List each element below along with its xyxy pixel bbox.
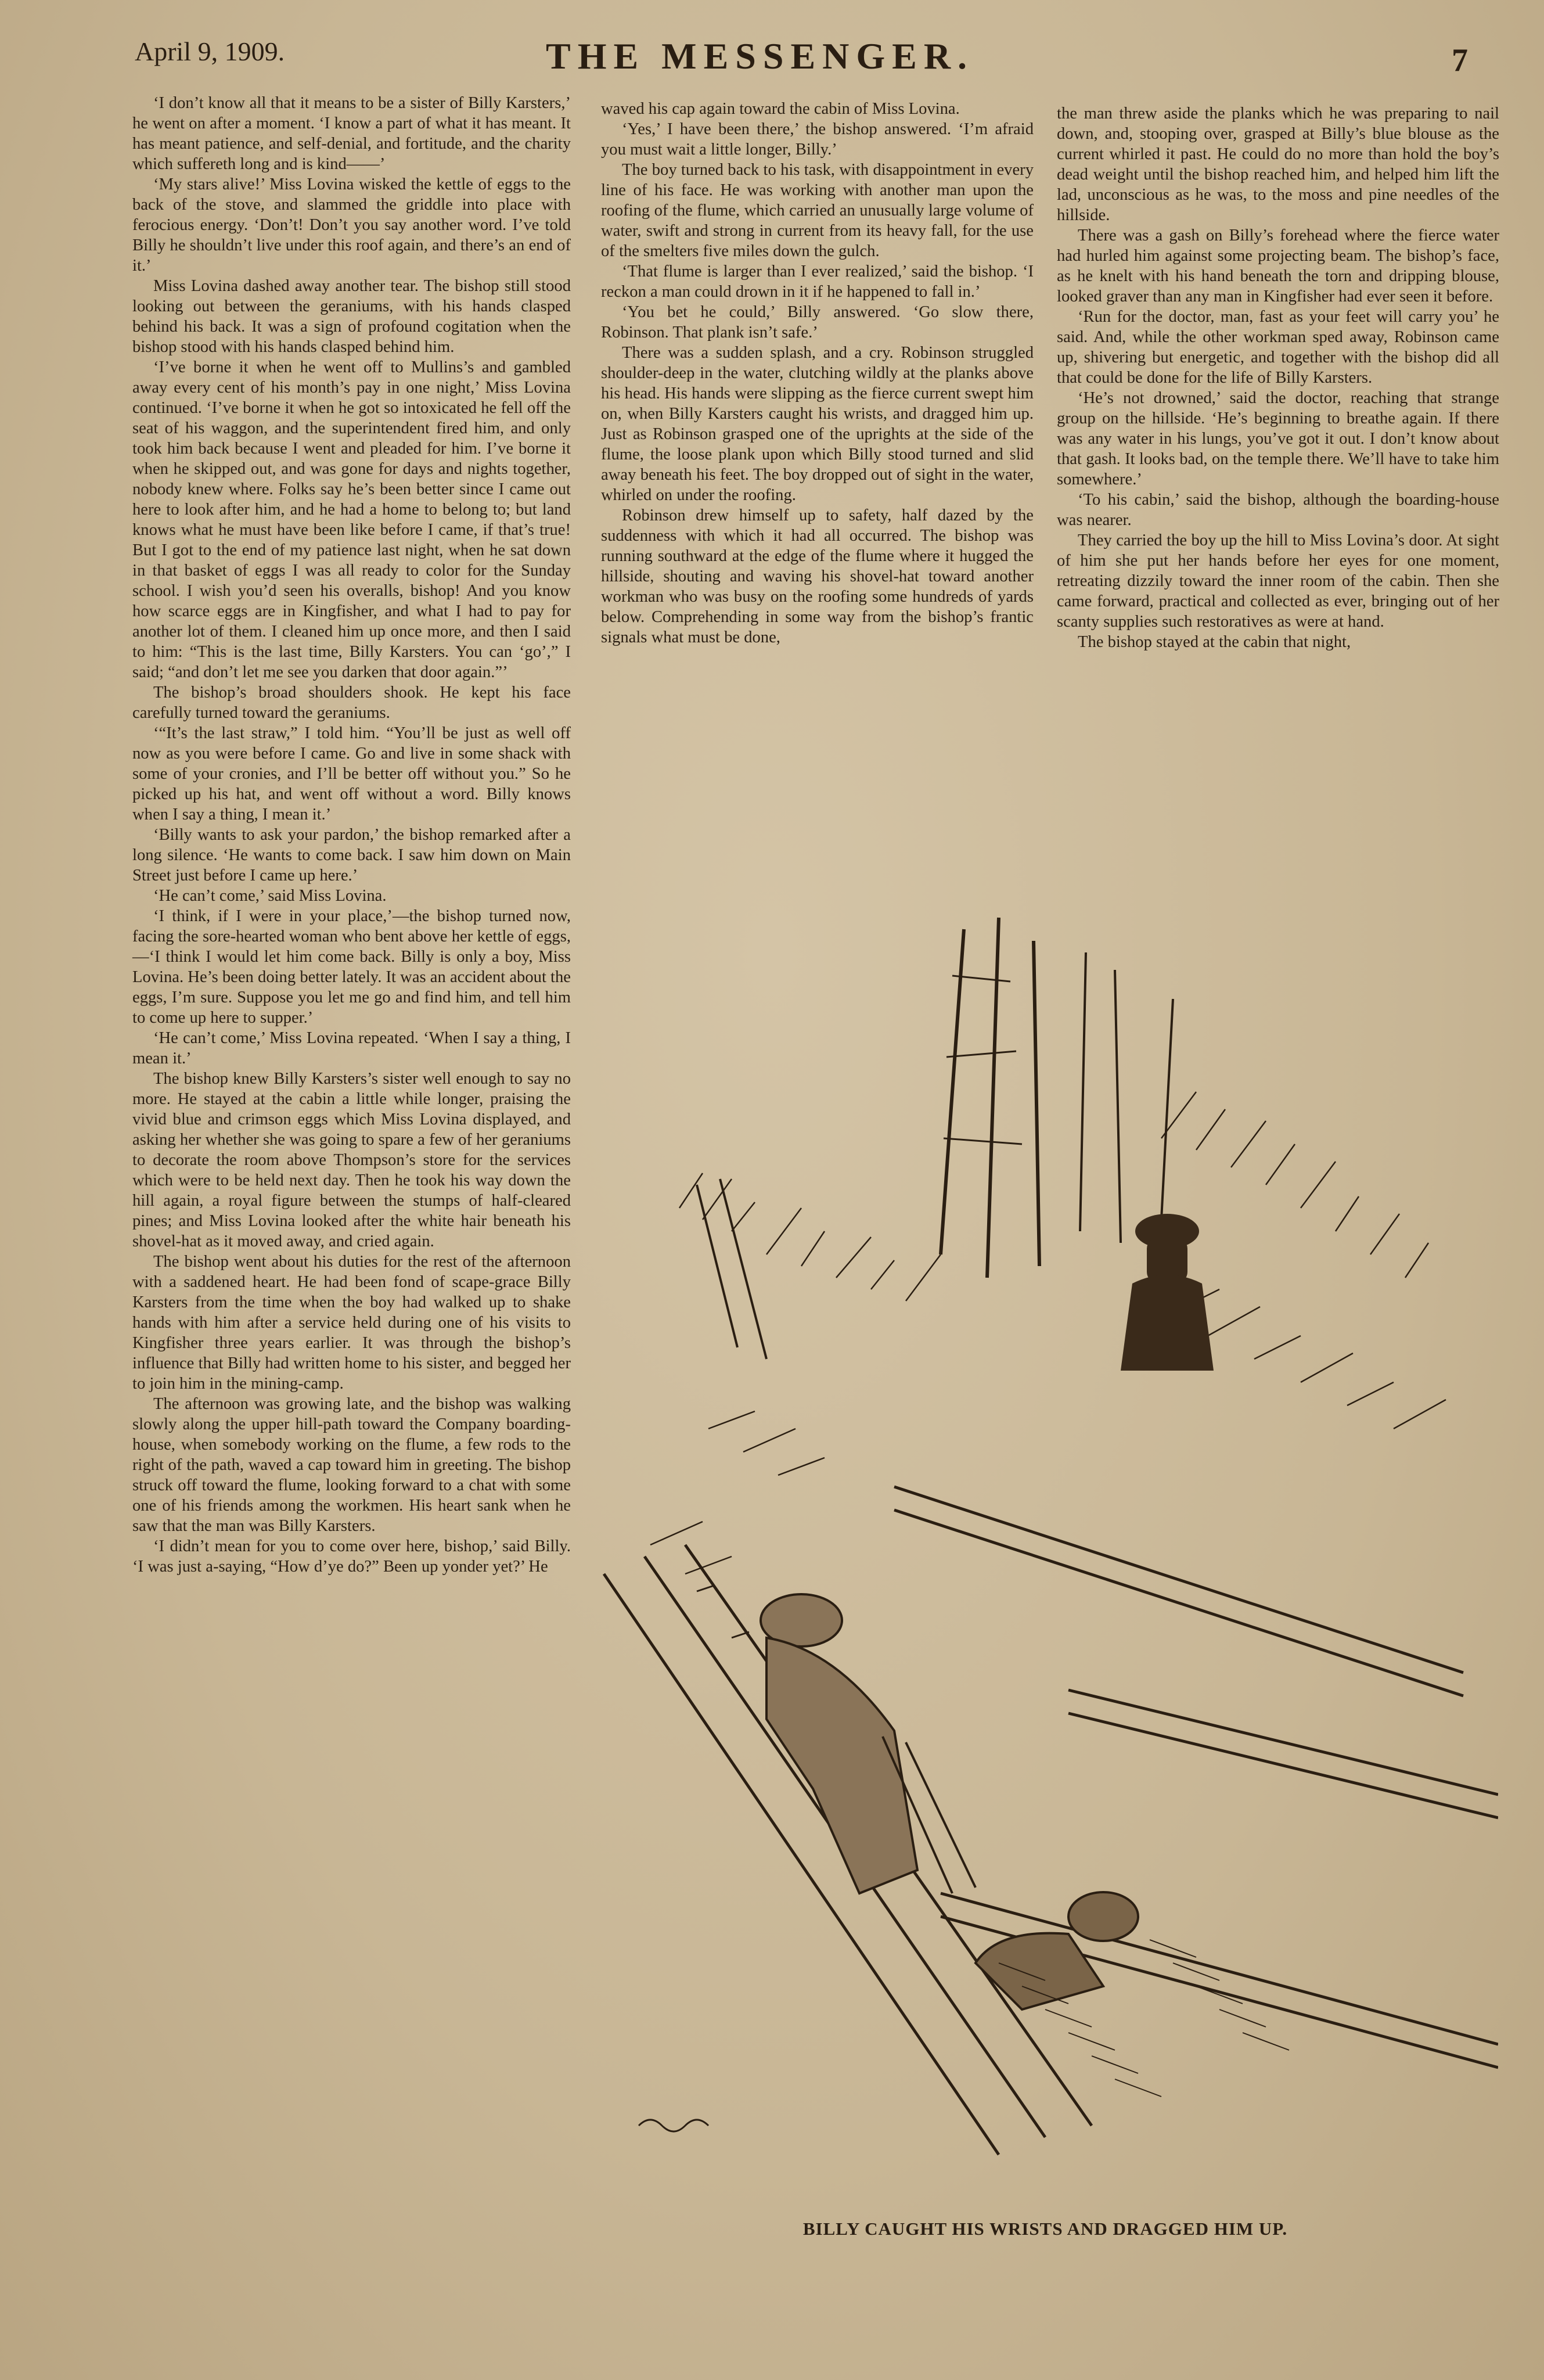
paragraph: ‘He can’t come,’ Miss Lovina repeated. ‘When I say a thing, I mean it.’ [132,1029,571,1067]
paragraph: ‘I’ve borne it when he went off to Mullins’s and gambled away every cent of his month’s pay in one night,’ Miss Lovina continued. ‘I’ve borne it when he got so intoxicated he fell off the seat of his waggon, and the superintendent fired him, and only took him back because I went and pleaded for him. I’ve borne it when he skipped out, and was gone for days and nights together, nobody knew where. Folks say he’s been better since I came out here to look after him, and he had a home to belong to; but land knows what he must have been like before I came, if that’s true! But I got to the end of my patience last night, when he sat down in that basket of eggs I was all ready to color for the Sunday school. I wish you’d seen his overalls, bishop! And you know how scarce eggs are in Kingfisher, and what I had to pay for another lot of them. I cleaned him up once more, and then I said to him: “This is the last time, Billy Karsters. You can ‘go’,” I said; “and don’t let me see you darken that door again.”’ [132,358,571,681]
paragraph: ‘I don’t know all that it means to be a sister of Billy Karsters,’ he went on after a moment. ‘I know a part of what it has meant. It has meant patience, and self-denial, and fortitude, and the charity which suffereth long and is kind——’ [132,94,571,173]
paragraph: ‘To his cabin,’ said the bishop, although the boarding-house was nearer. [1057,491,1499,529]
paragraph: Robinson drew himself up to safety, half dazed by the suddenness with which it had all occurred. The bishop was running southward at the edge of the flume where it hugged the hillside, shouting and waving his shovel-hat toward another workman who was busy on the roofing some hundreds of yards below. Comprehending in some way from the bishop’s frantic signals what must be done, [601,506,1034,646]
paragraph: the man threw aside the planks which he was preparing to nail down, and, stooping over, grasped at Billy’s blue blouse as the current whirled it past. He could do no more than hold the boy’s dead weight until the bishop reached him, and helped him lift the lad, unconscious as he was, to the moss and pine needles of the hillside. [1057,105,1499,224]
tree-stumps [697,918,1173,1359]
issue-date: April 9, 1909. [135,37,285,66]
paragraph: ‘Yes,’ I have been there,’ the bishop answered. ‘I’m afraid you must wait a little longer, Billy.’ [601,120,1034,159]
paragraph: Miss Lovina dashed away another tear. The bishop still stood looking out between the geraniums, with his hands clasped behind his back. It was a sign of profound cogitation when the bishop stood with his hands clasped behind him. [132,277,571,356]
billy-figure [761,1594,976,1893]
paragraph: ‘He can’t come,’ said Miss Lovina. [153,887,387,905]
paragraph: ‘He’s not drowned,’ said the doctor, reaching that strange group on the hillside. ‘He’s beginning to breathe again. If there was any water in his lungs, you’ve got it out. I don’t know about that gash. It looks bad, on the temple there. We’ll have to take him somewhere.’ [1057,389,1499,488]
paragraph: There was a sudden splash, and a cry. Robinson struggled shoulder-deep in the water, clutching wildly at the planks above his head. His hands were slipping as the fierce current swept him on, when Billy Karsters caught his wrists, and dragged him up. Just as Robinson grasped one of the uprights at the side of the flume, the loose plank upon which Billy stood turned and slid away beneath his feet. The boy dropped out of sight in the water, whirled on under the roofing. [601,344,1034,504]
paragraph: waved his cap again toward the cabin of Miss Lovina. [601,100,960,118]
paragraph: ‘“It’s the last straw,” I told him. “You’ll be just as well off now as you were before I came. Go and live in some shack with some of your cronies, and I’ll be better off without you.” So he picked up his hat, and went off without a word. Billy knows when I say a thing, I mean it.’ [132,724,571,824]
paragraph: The bishop stayed at the cabin that night, [1078,633,1351,651]
illustration-caption: BILLY CAUGHT HIS WRISTS AND DRAGGED HIM UP. [802,2219,1288,2239]
paragraph: The boy turned back to his task, with disappointment in every line of his face. He was working with another man upon the roofing of the flume, which carried an unusually large volume of water, swift and strong in current from its heavy fall, for the use of the smelters five miles down the gulch. [601,161,1034,260]
paragraph: The bishop went about his duties for the rest of the afternoon with a saddened heart. He had been fond of scape-grace Billy Karsters from the time when the boy had walked up to shake hands with him after a service held during one of his visits to Kingfisher three years earlier. It was through the bishop’s influence that Billy had written home to his sister, and begged her to join him in the mining-camp. [132,1253,571,1393]
paragraph: The bishop’s broad shoulders shook. He kept his face carefully turned toward the geraniums. [132,684,571,722]
bishop-figure [1121,1214,1214,1371]
page-number: 7 [1452,42,1468,78]
paragraph: They carried the boy up the hill to Miss Lovina’s door. At sight of him she put her hands before her eyes for one moment, retreating dizzily toward the inner room of the cabin. Then she came forward, practical and collected as ever, bringing out of her scanty supplies such restoratives as were at hand. [1057,531,1499,631]
paragraph: ‘My stars alive!’ Miss Lovina wisked the kettle of eggs to the back of the stove, and slammed the griddle into place with ferocious energy. ‘Don’t! Don’t you say another word. I’ve told Billy he shouldn’t live under this roof again, and there’s an end of it.’ [132,175,571,275]
page-header [0,0,1544,99]
flume-planks [604,1487,1498,2155]
paragraph: ‘I didn’t mean for you to come over here, bishop,’ said Billy. ‘I was just a-saying, “How d’ye do?” Been up yonder yet?’ He [132,1537,571,1576]
masthead-title: THE MESSENGER. [546,35,974,77]
paragraph: The afternoon was growing late, and the bishop was walking slowly along the upper hill-path toward the Company boarding-house, when somebody working on the flume, a few rods to the right of the path, waved a cap toward him in greeting. The bishop struck off toward the flume, looking forward to a chat with some one of his friends among the workmen. His heart sank when he saw that the man was Billy Karsters. [132,1395,571,1535]
artist-signature-mark [639,2120,708,2131]
paragraph: The bishop knew Billy Karsters’s sister well enough to say no more. He stayed at the cabin a little while longer, praising the vivid blue and crimson eggs which Miss Lovina displayed, and asking her whether she was going to spare a few of her geraniums to decorate the room above Thompson’s store for the services which were to be held next day. Then he took his way down the hill again, a royal figure between the stumps of half-cleared pines; and Miss Lovina looked after the white hair beneath his shovel-hat as it moved away, and cried again. [132,1070,571,1250]
paragraph: ‘Billy wants to ask your pardon,’ the bishop remarked after a long silence. ‘He wants to come back. I saw him down on Main Street just before I came up here.’ [132,826,571,885]
text-column-3 [1057,103,1499,652]
text-column-2 [601,99,1034,648]
paragraph: ‘That flume is larger than I ever realized,’ said the bishop. ‘I reckon a man could drown in it if he happened to fall in.’ [601,263,1034,301]
paragraph: ‘I think, if I were in your place,’—the bishop turned now, facing the sore-hearted woman who bent above her kettle of eggs,—‘I think I would let him come back. Billy is only a boy, Miss Lovina. He’s been doing better lately. It was an accident about the eggs, I’m sure. Suppose you let me go and find him, and tell him to come up here to supper.’ [132,907,571,1027]
paragraph: ‘Run for the doctor, man, fast as your feet will carry you’ he said. And, while the other workman sped away, Robinson came up, shivering but energetic, and together with the bishop did all that could be done for the life of Billy Karsters. [1057,308,1499,387]
flume-rescue-illustration [592,906,1498,2172]
paragraph: ‘You bet he could,’ Billy answered. ‘Go slow there, Robinson. That plank isn’t safe.’ [601,303,1034,341]
paragraph: There was a gash on Billy’s forehead where the fierce water had hurled him against some projecting beam. The bishop’s face, as he knelt with his hand beneath the torn and dripping blouse, looked graver than any man in Kingfisher had ever seen it before. [1057,227,1499,305]
foliage-hatching [650,1092,1446,1574]
text-column-1 [132,93,571,1577]
